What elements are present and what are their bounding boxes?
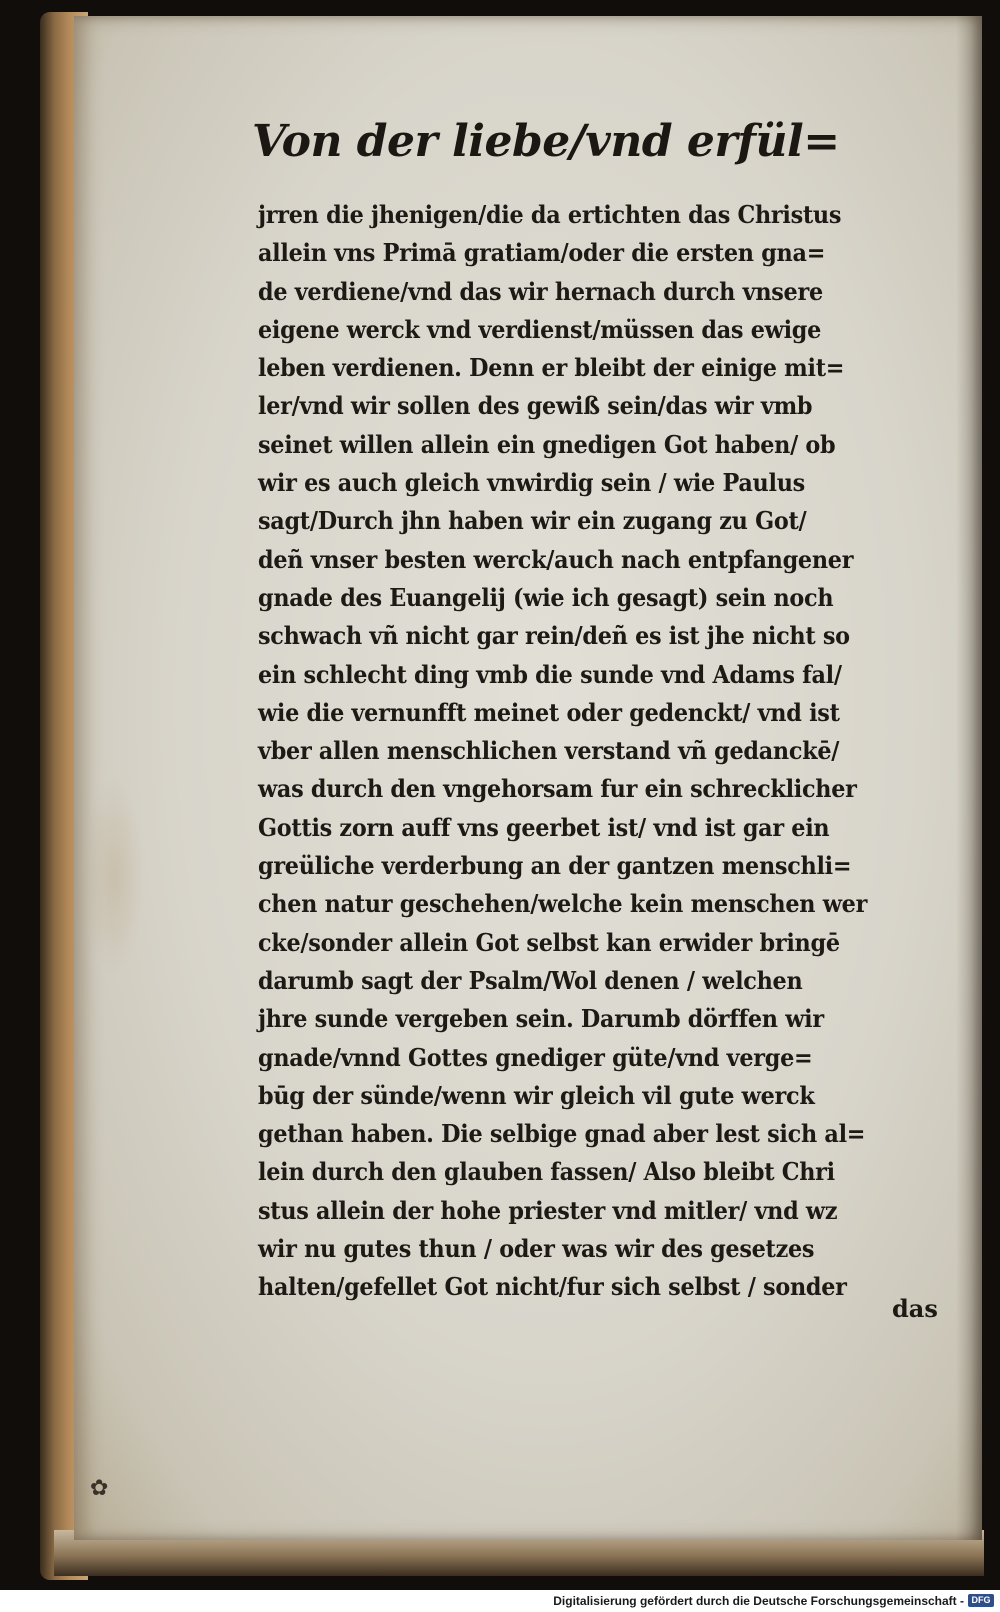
text-line: greüliche verderbung an der gantzen menschli= bbox=[258, 851, 852, 881]
text-line: cke/sonder allein Got selbst kan erwider bringē bbox=[258, 927, 840, 957]
text-line: chen natur geschehen/welche kein menschen wer bbox=[258, 889, 868, 919]
text-line: was durch den vngehorsam fur ein schrecklicher bbox=[258, 774, 857, 804]
text-line: de verdiene/vnd das wir hernach durch vnsere bbox=[258, 276, 823, 306]
text-line: gnade/vnnd Gottes gnediger güte/vnd verge= bbox=[258, 1042, 813, 1072]
text-line: sagt/Durch jhn haben wir ein zugang zu Got/ bbox=[258, 506, 807, 536]
text-line: schwach vñ nicht gar rein/deñ es ist jhe nicht so bbox=[258, 621, 850, 651]
text-line: gnade des Euangelij (wie ich gesagt) sein noch bbox=[258, 582, 834, 612]
text-line: stus allein der hohe priester vnd mitler/ vnd wz bbox=[258, 1195, 838, 1225]
text-line: wir nu gutes thun / oder was wir des gesetzes bbox=[258, 1234, 815, 1264]
dfg-logo-icon[interactable]: DFG bbox=[968, 1594, 994, 1607]
footer-credit: Digitalisierung gefördert durch die Deutsche Forschungsgemeinschaft - bbox=[553, 1594, 964, 1608]
text-line: gethan haben. Die selbige gnad aber lest sich al= bbox=[258, 1119, 866, 1149]
catchword: das bbox=[892, 1294, 938, 1323]
text-line: ein schlecht ding vmb die sunde vnd Adams fal/ bbox=[258, 659, 842, 689]
text-line: Gottis zorn auff vns geerbet ist/ vnd ist gar ein bbox=[258, 812, 830, 842]
text-line: vber allen menschlichen verstand vñ gedanckē/ bbox=[258, 736, 840, 766]
text-line: jrren die jhenigen/die da ertichten das Christus bbox=[258, 200, 842, 229]
text-line: ler/vnd wir sollen des gewiß sein/das wir vmb bbox=[258, 391, 813, 421]
text-line: jhre sunde vergeben sein. Darumb dörffen wir bbox=[258, 1004, 824, 1034]
text-line: halten/gefellet Got nicht/fur sich selbst / sonder bbox=[258, 1272, 847, 1302]
page-gutter bbox=[956, 16, 982, 1540]
text-line: wie die vernunfft meinet oder gedenckt/ vnd ist bbox=[258, 697, 840, 727]
text-line: seinet willen allein ein gnedigen Got haben/ ob bbox=[258, 429, 836, 459]
text-line: leben verdienen. Denn er bleibt der einige mit= bbox=[258, 353, 845, 383]
text-line: wir es auch gleich vnwirdig sein / wie Paulus bbox=[258, 468, 805, 498]
margin-flower-mark: ✿ bbox=[90, 1476, 109, 1501]
text-line: deñ vnser besten werck/auch nach entpfangener bbox=[258, 544, 854, 574]
page-stain bbox=[84, 776, 144, 976]
text-block bbox=[258, 196, 938, 1307]
text-line: allein vns Primā gratiam/oder die ersten gna= bbox=[258, 238, 826, 268]
text-line: eigene werck vnd verdienst/müssen das ewige bbox=[258, 314, 822, 344]
text-line: darumb sagt der Psalm/Wol denen / welchen bbox=[258, 965, 803, 995]
text-line: lein durch den glauben fassen/ Also bleibt Chri bbox=[258, 1157, 835, 1187]
footer-bar bbox=[0, 1590, 1000, 1612]
text-line: būg der sünde/wenn wir gleich vil gute werck bbox=[258, 1080, 815, 1110]
running-head: Von der liebe/vnd erfül= bbox=[252, 116, 840, 167]
